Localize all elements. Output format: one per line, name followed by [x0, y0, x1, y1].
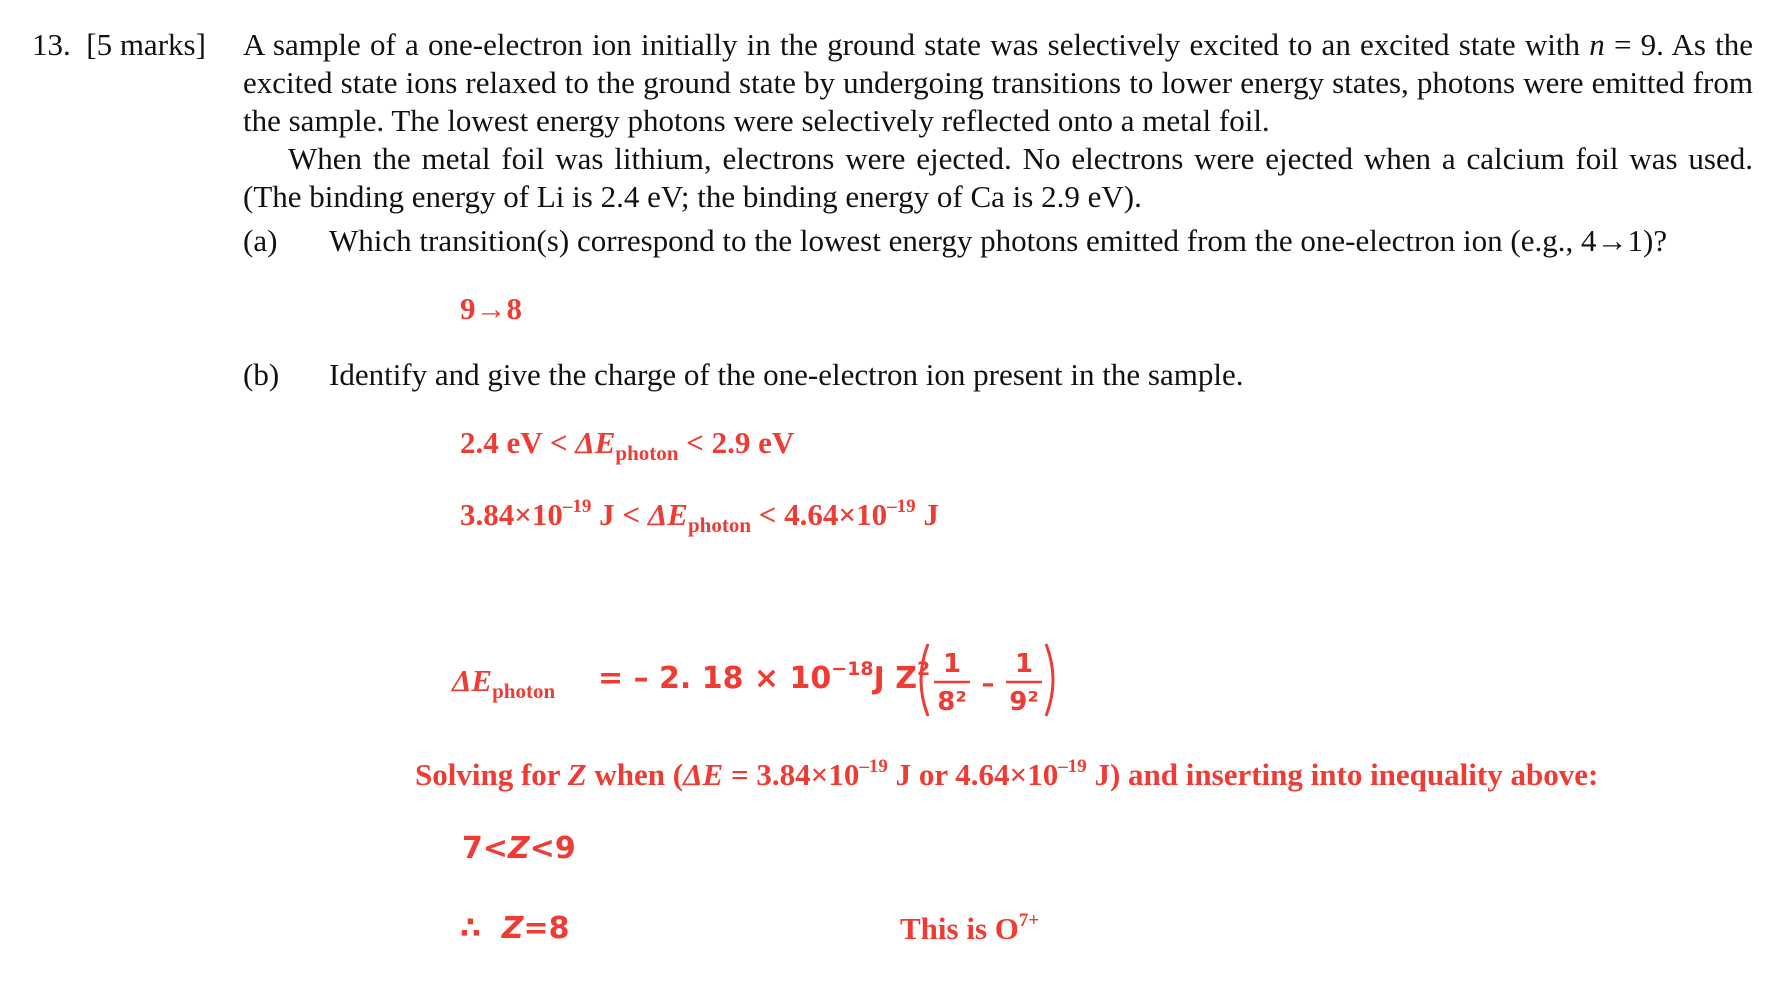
inequality-j-right-unit: J — [923, 497, 939, 532]
solving-when: when ( — [594, 757, 684, 792]
left-paren-icon — [921, 644, 928, 716]
equation-photon-sub: photon — [492, 679, 556, 704]
equation-unit-z: J Z — [873, 661, 917, 696]
stem-paragraph-2: When the metal foil was lithium, electrons were ejected. No electrons were ejected when a calcium foil was used. (The binding energy of Li is 2.4 eV; the binding energy of Ca is 2.9 eV). — [243, 141, 1753, 214]
z-result-z: Z — [501, 911, 524, 946]
part-a-label: (a) — [243, 223, 278, 258]
inequality-j-photon-sub: photon — [687, 513, 751, 538]
fraction-1-denominator: 8² — [937, 687, 967, 717]
equation-constant: = – 2. 18 × 10 — [598, 661, 832, 696]
solving-pre: Solving for — [415, 757, 560, 792]
question-number-text: 13. — [32, 27, 71, 62]
stem-line-2: As the excited state ions relaxed to the ground state by undergoing transitions to lower energy states, photons were emitted from the sample. The lowest energy photons were selectively reflected onto a metal foil. — [243, 27, 1754, 138]
inequality-ev-right: < 2.9 eV — [686, 425, 795, 460]
right-paren-icon — [1046, 644, 1053, 716]
fraction-1-numerator: 1 — [942, 649, 962, 679]
inequality-ev — [460, 424, 795, 466]
part-a-answer: 9→8 — [460, 291, 522, 326]
part-a-question: Which transition(s) correspond to the lowest energy photons emitted from the one-electron ion (e.g., 4→1)? — [329, 223, 1668, 258]
z-ineq-right: <9 — [529, 831, 576, 866]
inequality-j-delta-e: ΔE — [647, 497, 688, 532]
solving-value-1: = 3.84×10 — [731, 757, 860, 792]
fraction-2-denominator: 9² — [1009, 687, 1039, 717]
fraction-minus: – — [981, 669, 995, 699]
inequality-j-right-exp: –19 — [887, 495, 916, 517]
question-stem — [243, 26, 1753, 216]
question-marks: [5 marks] — [86, 27, 206, 62]
solving-exp-2: –19 — [1058, 755, 1087, 777]
solving-value-2: J or 4.64×10 — [895, 757, 1059, 792]
solving-statement — [415, 756, 1598, 794]
stem-line-1: A sample of a one-electron ion initially in the ground state was selectively excited to an excited state with — [243, 27, 1580, 62]
solving-delta-e: ΔE — [683, 757, 724, 792]
equation-z-exp: 2 — [917, 658, 931, 680]
inequality-joules — [460, 495, 939, 538]
question-number — [32, 26, 206, 64]
stem-paragraph-1 — [243, 26, 1753, 140]
solving-exp-1: –19 — [859, 755, 888, 777]
z-ineq-left: 7< — [462, 831, 509, 866]
equation-constant-exp: −18 — [831, 658, 874, 680]
z-result-value: =8 — [523, 911, 570, 946]
energy-equation-rhs — [598, 660, 930, 698]
stem-n-value: = 9. — [1613, 27, 1664, 62]
inequality-j-left-exp: –19 — [562, 495, 592, 517]
inequality-ev-delta-e: ΔE — [575, 425, 616, 460]
inequality-j-right-base: < 4.64×10 — [758, 497, 888, 532]
ion-identity — [900, 910, 1039, 948]
part-b-question: Identify and give the charge of the one-electron ion present in the sample. — [329, 357, 1244, 392]
energy-equation-lhs — [452, 662, 556, 704]
solving-z: Z — [567, 757, 587, 792]
fraction-2-numerator: 1 — [1014, 649, 1034, 679]
z-result — [460, 910, 570, 948]
ion-identity-text: This is O — [900, 911, 1019, 946]
z-ineq-z: Z — [508, 831, 530, 866]
therefore-icon: ∴ — [460, 911, 481, 946]
fraction-group — [912, 640, 1062, 720]
equation-delta-e: ΔE — [452, 663, 493, 698]
inequality-ev-left: 2.4 eV < — [460, 425, 568, 460]
stem-n-variable: n — [1589, 27, 1605, 62]
inequality-j-left-base: 3.84×10 — [460, 497, 563, 532]
ion-charge: 7+ — [1018, 909, 1040, 931]
z-inequality — [462, 830, 576, 868]
inequality-j-left-unit: J < — [599, 497, 641, 532]
inequality-ev-photon-sub: photon — [615, 441, 679, 466]
part-b-label: (b) — [243, 357, 280, 392]
solving-post: J) and inserting into inequality above: — [1094, 757, 1599, 792]
